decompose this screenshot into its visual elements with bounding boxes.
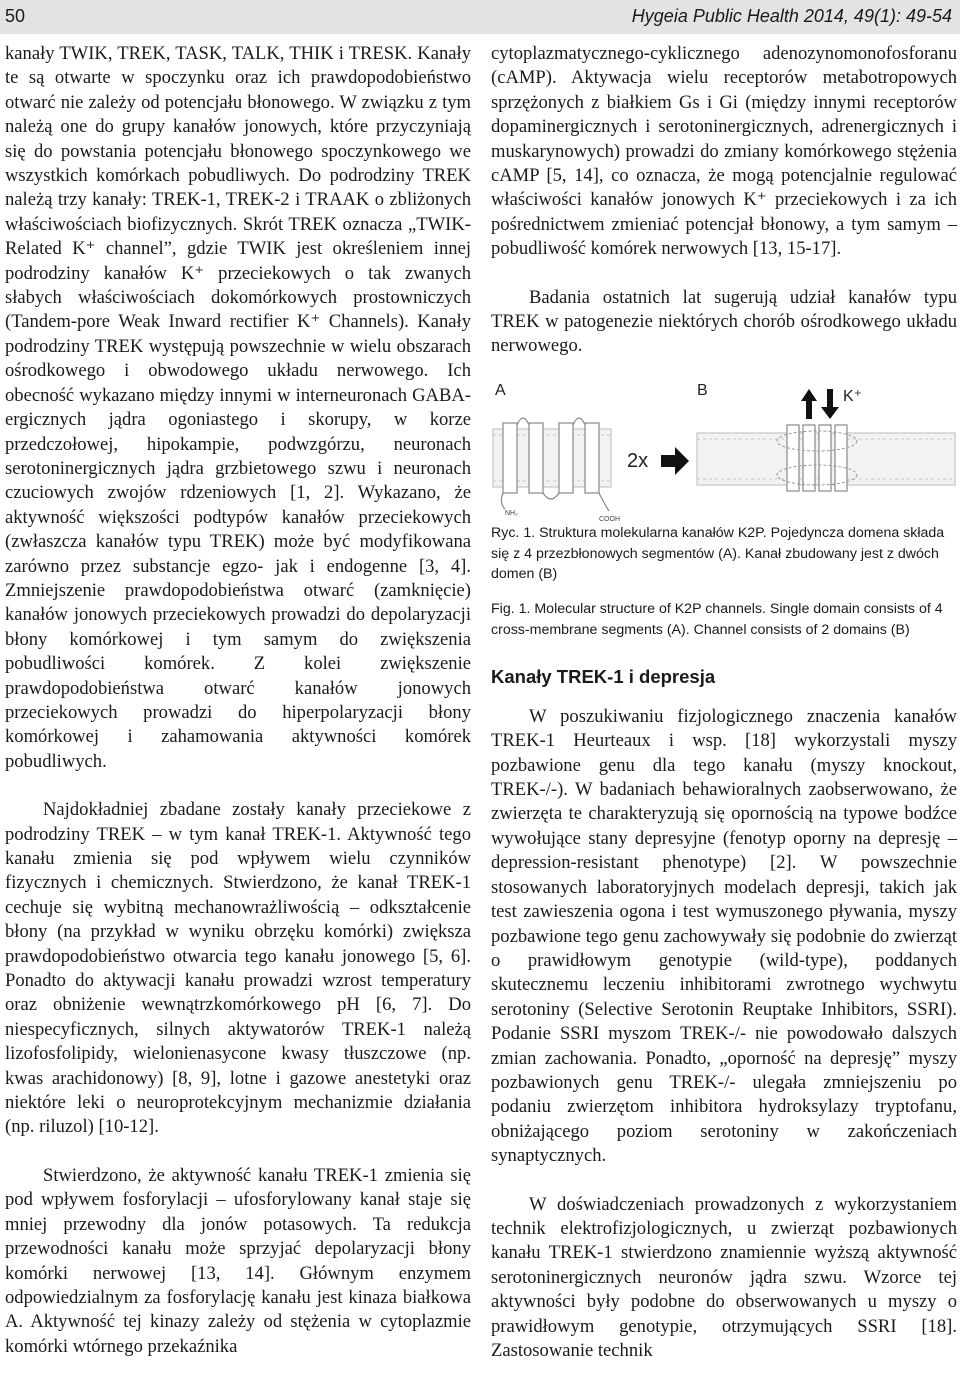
journal-citation: Hygeia Public Health 2014, 49(1): 49-54 — [631, 6, 952, 26]
section-heading: Kanały TREK-1 i depresja — [491, 665, 716, 687]
right-arrow-icon — [661, 447, 689, 475]
figure-k2p-structure — [491, 381, 957, 523]
right-column — [491, 42, 957, 1363]
right-paragraph-1: cytoplazmatycznego-cyklicznego adenozynomonofosforanu (cAMP). Aktywacja wielu receptorów metabotropowych sprzężonych z białkiem Gs i Gi (między innymi receptorów dopaminergicznych i serotoninergicznych, adrenergicznych i muskarynowych) prowadzi do zmiany komórkowego stężenia cAMP [5, 14], co oznacza, że mogą potencjalnie regulować właściwości kanałów jonowych K⁺ przeciekowych i za ich pośrednictwem zmieniać potencjał błonowy, a tym samym – pobudliwość komórek nerwowych [13, 15-17]. — [491, 43, 957, 260]
left-paragraph-2: Najdokładniej zbadane zostały kanały przeciekowe z podrodziny TREK – w tym kanał TREK-1. Aktywność tego kanału zmienia się pod wpływem wielu czynników fizycznych i chemicznych. Stwierdzono, że kanał TREK-1 cechuje się wybitną mechanowrażliwością – odkształcenie błony (na przykład w wyniku obrzęku komórki) zwiększa prawdopodobieństwo otwarcia tego kanału jonowego [5, 6]. Ponadto do aktywacji kanału prowadzi wzrost temperatury oraz obniżenie wewnątrzkomórkowego pH [6, 7]. Do niespecyficznych, silnych aktywatorów TREK-1 należą lizofosfolipidy, wielonienasycone kwasy tłuszczowe (np. kwas arachidonowy) [8, 9], lotne i gazowe anestetyki oraz niektóre leki o neuroprotekcyjnym mechanizmie działania (np. riluzol) [10-12]. — [5, 799, 471, 1138]
page-number: 50 — [5, 6, 26, 26]
page-header — [0, 0, 960, 34]
right-paragraph-4: W doświadczeniach prowadzonych z wykorzystaniem technik elektrofizjologicznych, u zwierząt pozbawionych kanału TREK-1 stwierdzono znamiennie wyższą aktywność serotoninergicznych neuronów jądra szwu. Wzorce tej aktywności były podobne do obserwowanych u myszy o prawidłowym genotypie, otrzymujących SSRI [18]. Zastosowanie technik — [491, 1193, 957, 1362]
right-paragraph-2: Badania ostatnich lat sugerują udział kanałów typu TREK w patogenezie niektórych chorób ośrodkowego układu nerwowego. — [491, 286, 957, 357]
left-column — [5, 42, 471, 1359]
multiplier-label: 2x — [627, 449, 649, 472]
ion-flow-arrows-icon — [801, 389, 839, 419]
figure-drawing — [491, 381, 957, 523]
figure-caption-english: Fig. 1. Molecular structure of K2P channels. Single domain consists of 4 cross-membrane segments (A). Channel consists of 2 domains (B) — [491, 601, 943, 639]
potassium-ion-label: K⁺ — [843, 387, 863, 405]
right-paragraph-3: W poszukiwaniu fizjologicznego znaczenia kanałów TREK-1 Heurteaux i wsp. [18] wykorzystali myszy pozbawione genu dla tego kanału (myszy knockout, TREK-/-). W badaniach behawioralnych zaobserwowano, że zwierzęta te charakteryzują się opornością na typowe bodźce wywołujące stany depresyjne (fenotyp oporny na depresję – depression-resistant phenotype) [2]. W powszechnie stosowanych laboratoryjnych modelach depresji, takich jak test zawieszenia ogona i test wymuszonego pływania, myszy pozbawione tego genu zachowywały się podobnie do zwierząt o prawidłowym genotypie (wild-type), poddanych skutecznemu leczeniu inhibitorami zwrotnego wychwytu serotoniny (Selective Serotonin Reuptake Inhibitors, SSRI). Podanie SSRI myszom TREK-/- nie powodowało dalszych zmian zachowania. Ponadto, „oporność na depresję” myszy pozbawionych genu TREK-/- ulegała zmniejszeniu po podaniu zwierzętom inhibitora hydroksylazy tryptofanu, obniżającego poziom serotoniny w zakończeniach synaptycznych. — [491, 705, 957, 1167]
panel-b-label: B — [697, 381, 708, 399]
nh2-label: NH₂ — [505, 509, 518, 517]
left-paragraph-1: kanały TWIK, TREK, TASK, TALK, THIK i TRESK. Kanały te są otwarte w spoczynku oraz ich prawdopodobieństwo otwarć nie zależy od potencjału błonowego. W związku z tym należą one do grupy kanałów jonowych, które przyczyniają się do powstania potencjału błonowego spoczynkowego we wszystkich komórkach pobudliwych. Do podrodziny TREK należą trzy kanały: TREK-1, TREK-2 i TRAAK o zbliżonych właściwościach biofizycznych. Skrót TREK oznacza „TWIK-Related K⁺ channel”, gdzie TWIK jest określeniem innej podrodziny kanałów K⁺ przeciekowych o tak zwanych słabych właściwościach dokomórkowych prostowniczych (Tandem-pore Weak Inward rectifier K⁺ Channels). Kanały podrodziny TREK występują powszechnie w wielu obszarach ośrodkowego i obwodowego układu nerwowego. Ich obecność wykazano między innymi w interneuronach GABA-ergicznych jądra ogoniastego i skorupy, w korze przedczołowej, hipokampie, podwzgórzu, neuronach serotoninergicznych jądra grzbietowego szwu i neuronach czuciowych zwojów rdzeniowych [1, 2]. Wykazano, że aktywność większości podtypów kanałów przeciekowych (zwłaszcza kanałów typu TREK) może być modyfikowana zarówno przez substancje egzo- jak i endogenne [3, 4]. Zmniejszenie prawdopodobieństwa otwarć (zamknięcie) kanałów jonowych przeciekowych prowadzi do depolaryzacji błony komórkowej i tym samym do zwiększenia pobudliwości komórek. Z kolei zwiększenie prawdopodobieństwa otwarć kanałów jonowych przeciekowych prowadzi do hiperpolaryzacji błony komórkowej i zahamowania aktywności komórek pobudliwych. — [5, 43, 471, 772]
cooh-label: COOH — [599, 515, 620, 523]
left-paragraph-3: Stwierdzono, że aktywność kanału TREK-1 zmienia się pod wpływem fosforylacji – ufosforylowany kanał staje się mniej przewodny dla jonów potasowych. Ta redukcja przewodności kanału może sprzyjać depolaryzacji błony komórki nerwowej [13, 14]. Głównym enzymem odpowiedzialnym za fosforylację kanału jest kinaza białkowa A. Aktywność tej kinazy zależy od stężenia w cytoplazmie komórki wtórnego przekaźnika — [5, 1164, 471, 1357]
panel-a-label: A — [495, 381, 506, 399]
figure-caption-polish: Ryc. 1. Struktura molekularna kanałów K2P. Pojedyncza domena składa się z 4 przezbłonowych segmentów (A). Kanał zbudowany jest z dwóch domen (B) — [491, 524, 945, 583]
